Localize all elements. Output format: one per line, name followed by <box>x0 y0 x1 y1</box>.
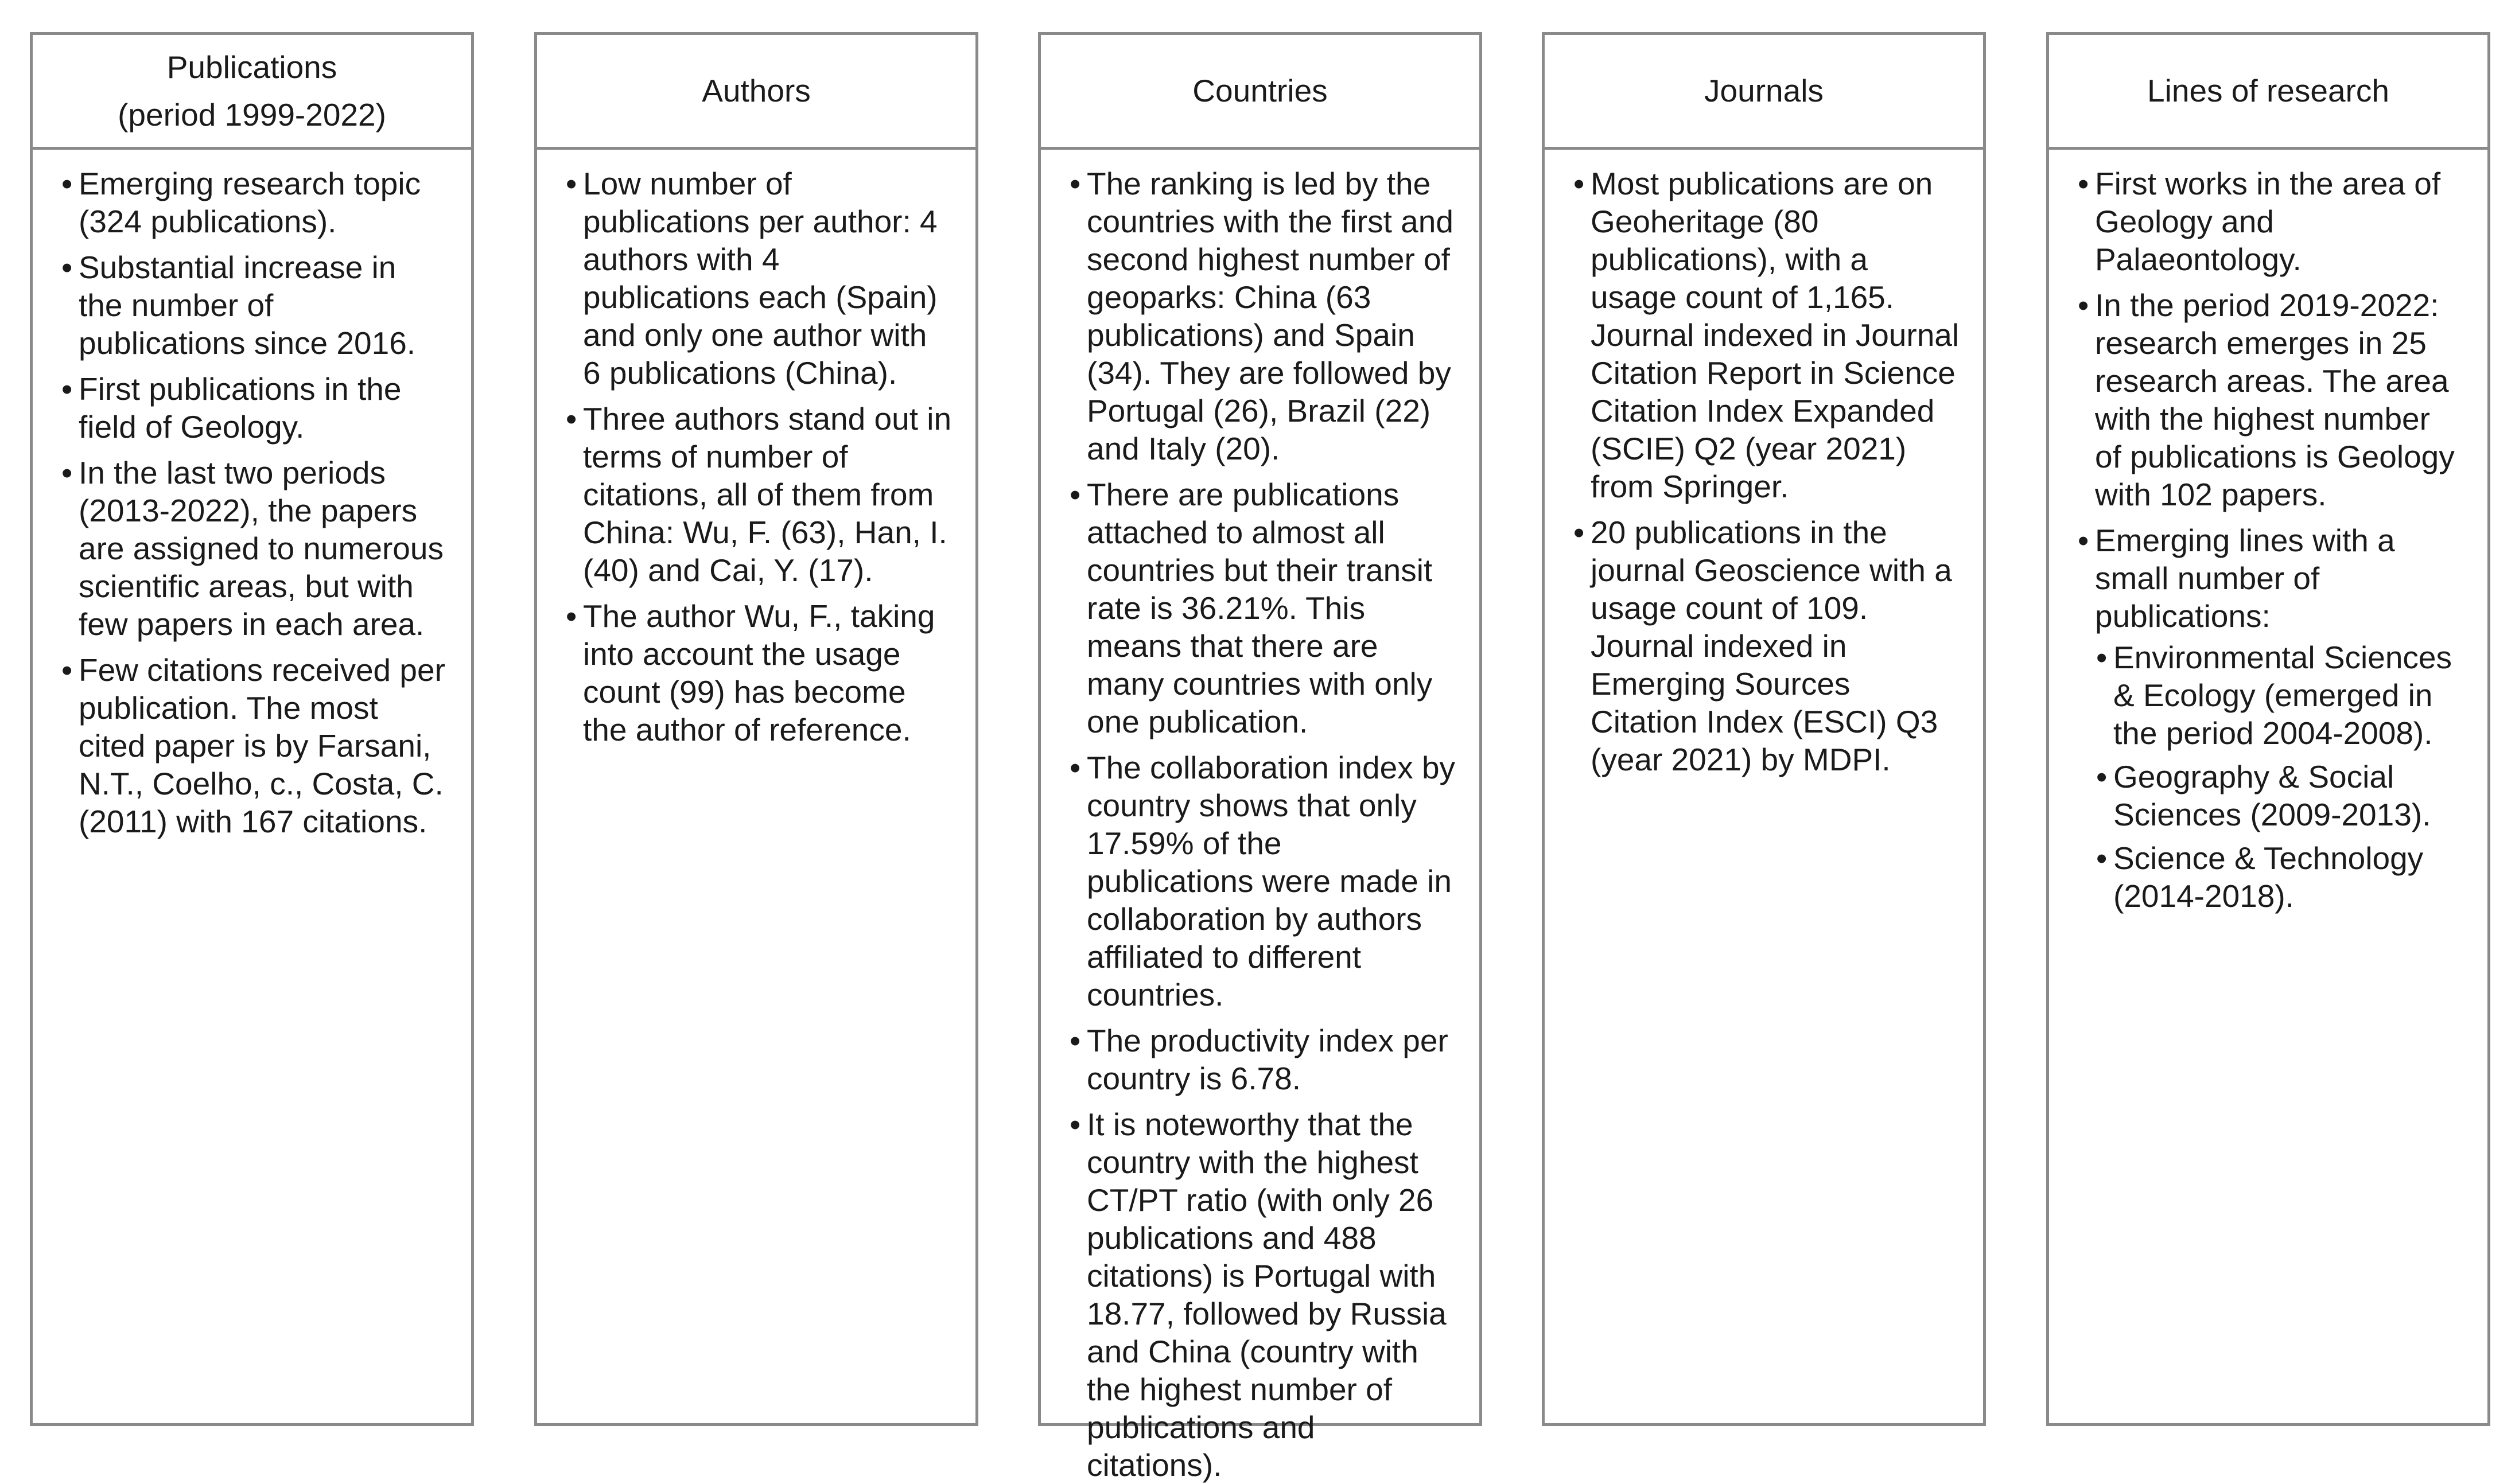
column-header <box>2049 35 2487 150</box>
sub-bullet-item: • Geography & Social Sciences (2009-2013). <box>2113 758 2464 833</box>
bullet-item: • Most publications are on Geoheritage (80 publications), with a usage count of 1,165. Journal indexed in Journal Citation Report in Science Citation Index Expanded (SCIE) Q2 (year 2021) from Springer. <box>1591 165 1960 505</box>
column-countries <box>1038 32 1482 1483</box>
column-journals <box>1542 32 1986 1426</box>
bullet-item: • In the period 2019-2022: research emerges in 25 research areas. The area with the highest number of publications is Geology with 102 papers. <box>2095 286 2464 513</box>
bullet-item: • Few citations received per publication. The most cited paper is by Farsani, N.T., Coelho, c., Costa, C. (2011) with 167 citations. <box>79 651 448 840</box>
bullet-item <box>2095 521 2464 915</box>
sub-bullet-item: • Environmental Sciences & Ecology (emerged in the period 2004-2008). <box>2113 638 2464 752</box>
bullet-item: • Three authors stand out in terms of number of citations, all of them from China: Wu, F. (63), Han, I. (40) and Cai, Y. (17). <box>583 400 953 589</box>
column-title: Publications <box>166 49 337 85</box>
bullet-item: • The collaboration index by country shows that only 17.59% of the publications were made in collaboration by authors affiliated to different countries. <box>1087 749 1456 1014</box>
bullet-item: • In the last two periods (2013-2022), the papers are assigned to numerous scientific areas, but with few papers in each area. <box>79 454 448 643</box>
column-subtitle: (period 1999-2022) <box>118 96 386 133</box>
bullet-item: • It is noteworthy that the country with the highest CT/PT ratio (with only 26 publications and 488 citations) is Portugal with 18.77, followed by Russia and China (country with the highest number of publications and citations). <box>1087 1105 1456 1484</box>
bullet-item: • Emerging research topic (324 publications). <box>79 165 448 240</box>
column-header <box>33 35 471 150</box>
sub-bullet-item: • Science & Technology (2014-2018). <box>2113 839 2464 915</box>
column-header <box>1041 35 1479 150</box>
column-publications <box>30 32 474 1426</box>
bullet-item: • The ranking is led by the countries with the first and second highest number of geoparks: China (63 publications) and Spain (34). They are followed by Portugal (26), Brazil (22) and Italy (20). <box>1087 165 1456 468</box>
column-header <box>537 35 975 150</box>
bullet-item: • First works in the area of Geology and Palaeontology. <box>2095 165 2464 278</box>
bullet-item: • 20 publications in the journal Geoscience with a usage count of 109. Journal indexed in Emerging Sources Citation Index (ESCI) Q3 (year 2021) by MDPI. <box>1591 513 1960 778</box>
bullet-item: • The productivity index per country is 6.78. <box>1087 1022 1456 1097</box>
bullet-text: Emerging lines with a small number of publications: <box>2095 523 2395 634</box>
bullet-item: • Substantial increase in the number of publications since 2016. <box>79 248 448 362</box>
column-lines-of-research <box>2046 32 2490 1426</box>
column-title: Authors <box>702 73 811 109</box>
column-title: Journals <box>1704 73 1824 109</box>
column-body <box>2049 150 2487 915</box>
column-authors <box>534 32 978 1426</box>
column-header <box>1545 35 1983 150</box>
column-body <box>1545 150 1983 778</box>
bullet-item: • First publications in the field of Geology. <box>79 370 448 446</box>
column-body <box>33 150 471 840</box>
sub-bullet-list <box>2095 638 2464 915</box>
column-title: Countries <box>1192 73 1328 109</box>
column-body <box>537 150 975 749</box>
bullet-item: • Low number of publications per author: 4 authors with 4 publications each (Spain) and only one author with 6 publications (China). <box>583 165 953 392</box>
column-title: Lines of research <box>2147 73 2389 109</box>
bullet-item: • There are publications attached to almost all countries but their transit rate is 36.21%. This means that there are many countries with only one publication. <box>1087 476 1456 741</box>
column-body <box>1041 150 1479 1484</box>
bullet-item: • The author Wu, F., taking into account the usage count (99) has become the author of reference. <box>583 597 953 749</box>
